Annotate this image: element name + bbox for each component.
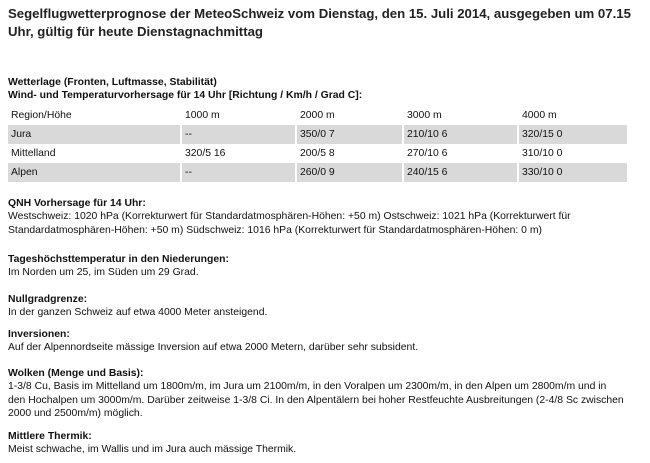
table-cell: 320/5 16 [182, 144, 295, 163]
thermals-heading: Mittlere Thermik: [8, 431, 92, 442]
table-cell: 210/10 6 [404, 125, 517, 144]
qnh-text [8, 210, 644, 237]
table-cell: -- [182, 163, 295, 182]
wind-heading: Wind- und Temperaturvorhersage für 14 Uhr [Richtung / Km/h / Grad C]: [8, 90, 363, 101]
max-temperature-heading: Tageshöchsttemperatur in den Niederungen: [8, 254, 229, 265]
freezing-level-text [8, 306, 644, 320]
page-title: Segelflugwetterprognose der MeteoSchweiz vom Dienstag, den 15. Juli 2014, ausgegeben um 07.15 Uhr, gültig für heute Dienstagnachmittag [8, 6, 631, 39]
text-line: Auf der Alpennordseite mässige Inversion auf etwa 2000 Metern, darüber sehr subsident. [8, 342, 419, 353]
table-cell: 270/10 6 [404, 144, 517, 163]
wind-temperature-table [6, 106, 629, 182]
table-cell: Jura [8, 125, 180, 144]
text-line: Meist schwache, im Wallis und im Jura auch mässige Thermik. [8, 444, 297, 455]
wetterlage-heading: Wetterlage (Fronten, Luftmasse, Stabilität) [8, 77, 217, 88]
text-line: 2000 und 2500m/m) möglich. [8, 408, 143, 419]
table-cell: 240/15 6 [404, 163, 517, 182]
inversions-text [8, 341, 644, 355]
column-header: 2000 m [297, 106, 402, 125]
table-cell: 260/0 9 [297, 163, 402, 182]
column-header: 3000 m [404, 106, 517, 125]
table-cell: 350/0 7 [297, 125, 402, 144]
thermals-text [8, 443, 644, 457]
qnh-heading: QNH Vorhersage für 14 Uhr: [8, 198, 146, 209]
text-line: den Hochalpen um 3000m/m. Darüber zeitweise 1-3/8 Ci. In den Alpentälern bei hoher Restfeuchte Ausbreitungen (2-4/8 Sc zwischen [8, 394, 624, 406]
clouds-text [8, 380, 644, 421]
inversions-heading: Inversionen: [8, 329, 70, 340]
clouds-heading: Wolken (Menge und Basis): [8, 368, 144, 379]
table-row [8, 163, 627, 182]
table-cell: 200/5 8 [297, 144, 402, 163]
text-line: In der ganzen Schweiz auf etwa 4000 Meter ansteigend. [8, 307, 268, 318]
text-line: 1-3/8 Cu, Basis im Mittelland um 1800m/m, im Jura um 2100m/m, in den Voralpen um 2300m/m, in den Alpen um 2800m/m und in [8, 381, 607, 392]
table-cell: Alpen [8, 163, 180, 182]
table-row [8, 125, 627, 144]
column-header: 4000 m [519, 106, 627, 125]
column-header: 1000 m [182, 106, 295, 125]
column-header: Region/Höhe [8, 106, 180, 125]
table-header-row [8, 106, 627, 125]
table-row [8, 144, 627, 163]
text-line: Westschweiz: 1020 hPa (Korrekturwert für Standardatmosphären-Höhen: +50 m) Ostschweiz: 1021 hPa (Korrekturwert für [8, 211, 571, 222]
text-line: Im Norden um 25, im Süden um 29 Grad. [8, 267, 199, 278]
table-cell: Mittelland [8, 144, 180, 163]
max-temperature-text [8, 266, 644, 280]
table-cell: 320/15 0 [519, 125, 627, 144]
text-line: Standardatmosphären-Höhen: +50 m) Südschweiz: 1016 hPa (Korrekturwert für Standardatmosphären-Höhen: 0 m) [8, 224, 542, 236]
freezing-level-heading: Nullgradgrenze: [8, 294, 88, 305]
table-cell: -- [182, 125, 295, 144]
table-cell: 310/10 0 [519, 144, 627, 163]
table-cell: 330/10 0 [519, 163, 627, 182]
